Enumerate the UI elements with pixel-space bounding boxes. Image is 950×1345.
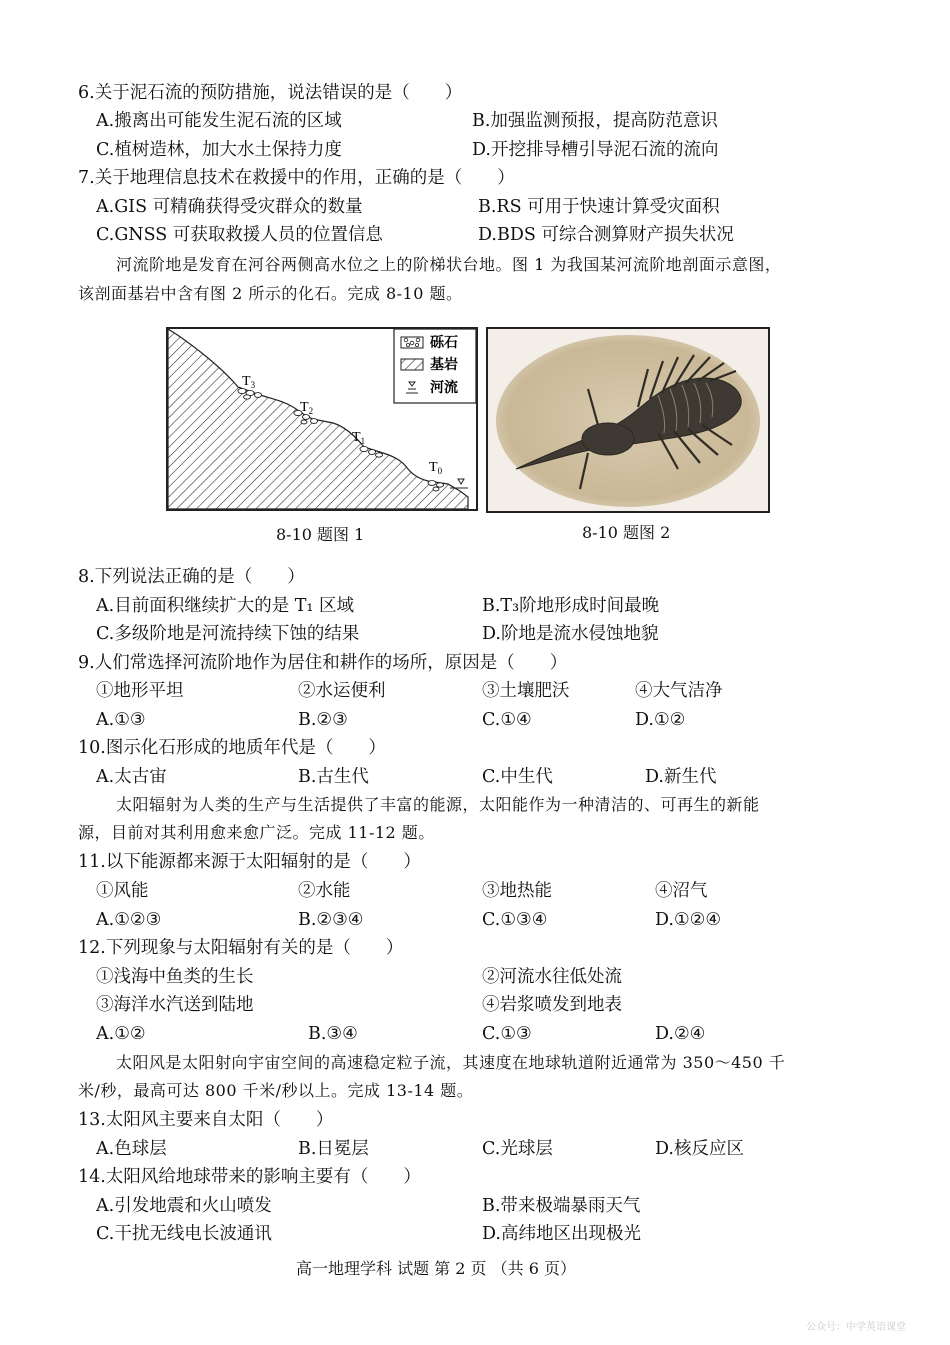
figure-1-caption: 8-10 题图 1 <box>276 525 365 544</box>
q7-stem: 7.关于地理信息技术在救援中的作用，正确的是（ ） <box>78 168 515 188</box>
legend-label-gravel: 砾石 <box>430 335 458 351</box>
q14-option-d: D.高纬地区出现极光 <box>482 1224 641 1244</box>
q12-item-4: ④岩浆喷发到地表 <box>482 995 622 1015</box>
trilobite-fossil-image <box>488 329 768 511</box>
q11-stem: 11.以下能源都来源于太阳辐射的是（ ） <box>78 852 421 872</box>
q6-option-d: D.开挖排导槽引导泥石流的流向 <box>472 140 719 160</box>
q11-item-4: ④沼气 <box>655 881 708 901</box>
legend-label-bedrock: 基岩 <box>430 357 458 373</box>
watermark-text: 公众号：中学英语课堂 <box>806 1322 906 1333</box>
legend-label-river: 河流 <box>430 380 458 396</box>
q9-item-2: ②水运便利 <box>298 681 386 701</box>
q9-option-c: C.①④ <box>482 710 532 730</box>
legend-gravel-swatch <box>401 337 423 348</box>
q7-option-a: A.GIS 可精确获得受灾群众的数量 <box>96 197 363 217</box>
q8-option-d: D.阶地是流水侵蚀地貌 <box>482 624 659 644</box>
q8-option-c: C.多级阶地是河流持续下蚀的结果 <box>96 624 360 644</box>
q12-option-a: A.①② <box>96 1024 146 1044</box>
q6-option-c: C.植树造林，加大水土保持力度 <box>96 140 342 160</box>
q9-item-4: ④大气洁净 <box>635 681 723 701</box>
q11-item-2: ②水能 <box>298 881 351 901</box>
q9-option-d: D.①② <box>635 710 686 730</box>
q6-option-a: A.搬离出可能发生泥石流的区域 <box>96 111 342 131</box>
q11-option-b: B.②③④ <box>298 910 364 930</box>
q12-option-c: C.①③ <box>482 1024 532 1044</box>
q11-option-a: A.①②③ <box>96 910 162 930</box>
q14-option-b: B.带来极端暴雨天气 <box>482 1196 641 1216</box>
q10-option-d: D.新生代 <box>645 767 717 787</box>
label-t3: $T_3$ <box>242 374 256 390</box>
q10-option-c: C.中生代 <box>482 767 553 787</box>
label-t2: $T_2$ <box>300 400 314 416</box>
intro-8-10-line2: 该剖面基岩中含有图 2 所示的化石。完成 8-10 题。 <box>78 284 463 303</box>
q12-item-2: ②河流水往低处流 <box>482 967 622 987</box>
figure-2-fossil-photo <box>486 327 770 513</box>
q6-option-b: B.加强监测预报，提高防范意识 <box>472 111 718 131</box>
legend-bedrock-swatch <box>401 359 423 370</box>
q13-option-d: D.核反应区 <box>655 1139 744 1159</box>
q12-item-3: ③海洋水汽送到陆地 <box>96 995 254 1015</box>
q14-option-a: A.引发地震和火山喷发 <box>96 1196 272 1216</box>
q12-option-d: D.②④ <box>655 1024 706 1044</box>
q14-option-c: C.干扰无线电长波通讯 <box>96 1224 272 1244</box>
intro-11-12-line2: 源，目前对其利用愈来愈广泛。完成 11-12 题。 <box>78 823 435 842</box>
figure-1-river-terrace <box>166 327 478 511</box>
q6-stem: 6.关于泥石流的预防措施，说法错误的是（ ） <box>78 83 463 103</box>
figure-2-caption: 8-10 题图 2 <box>582 523 671 542</box>
q13-option-a: A.色球层 <box>96 1139 167 1159</box>
q9-stem: 9.人们常选择河流阶地作为居住和耕作的场所，原因是（ ） <box>78 653 568 673</box>
q13-option-b: B.日冕层 <box>298 1139 369 1159</box>
q9-option-b: B.②③ <box>298 710 348 730</box>
q13-option-c: C.光球层 <box>482 1139 553 1159</box>
q10-option-b: B.古生代 <box>298 767 369 787</box>
q10-option-a: A.太古宙 <box>96 767 167 787</box>
q10-stem: 10.图示化石形成的地质年代是（ ） <box>78 738 386 758</box>
intro-11-12-line1: 太阳辐射为人类的生产与生活提供了丰富的能源，太阳能作为一种清洁的、可再生的新能 <box>116 795 760 814</box>
intro-8-10-line1: 河流阶地是发育在河谷两侧高水位之上的阶梯状台地。图 1 为我国某河流阶地剖面示意图， <box>116 255 782 274</box>
q8-option-b: B.T₃阶地形成时间最晚 <box>482 596 660 616</box>
q8-stem: 8.下列说法正确的是（ ） <box>78 567 305 587</box>
q7-option-d: D.BDS 可综合测算财产损失状况 <box>478 225 734 245</box>
q12-option-b: B.③④ <box>308 1024 358 1044</box>
q11-option-d: D.①②④ <box>655 910 722 930</box>
q11-option-c: C.①③④ <box>482 910 548 930</box>
q14-stem: 14.太阳风给地球带来的影响主要有（ ） <box>78 1167 421 1187</box>
q8-option-a: A.目前面积继续扩大的是 T₁ 区域 <box>96 596 355 616</box>
intro-13-14-line1: 太阳风是太阳射向宇宙空间的高速稳定粒子流，其速度在地球轨道附近通常为 350～450 千 <box>116 1053 786 1072</box>
intro-13-14-line2: 米/秒，最高可达 800 千米/秒以上。完成 13-14 题。 <box>78 1081 474 1100</box>
label-t1: $T_1$ <box>352 430 366 446</box>
label-t0: $T_0$ <box>429 460 443 476</box>
q9-item-1: ①地形平坦 <box>96 681 184 701</box>
q7-option-b: B.RS 可用于快速计算受灾面积 <box>478 197 720 217</box>
q13-stem: 13.太阳风主要来自太阳（ ） <box>78 1110 334 1130</box>
q12-stem: 12.下列现象与太阳辐射有关的是（ ） <box>78 938 404 958</box>
q9-item-3: ③土壤肥沃 <box>482 681 570 701</box>
river-terrace-diagram <box>168 329 476 509</box>
q11-item-1: ①风能 <box>96 881 149 901</box>
q12-item-1: ①浅海中鱼类的生长 <box>96 967 254 987</box>
q11-item-3: ③地热能 <box>482 881 552 901</box>
q7-option-c: C.GNSS 可获取救援人员的位置信息 <box>96 225 383 245</box>
page-footer: 高一地理学科 试题 第 2 页 （共 6 页） <box>296 1259 576 1278</box>
q9-option-a: A.①③ <box>96 710 146 730</box>
